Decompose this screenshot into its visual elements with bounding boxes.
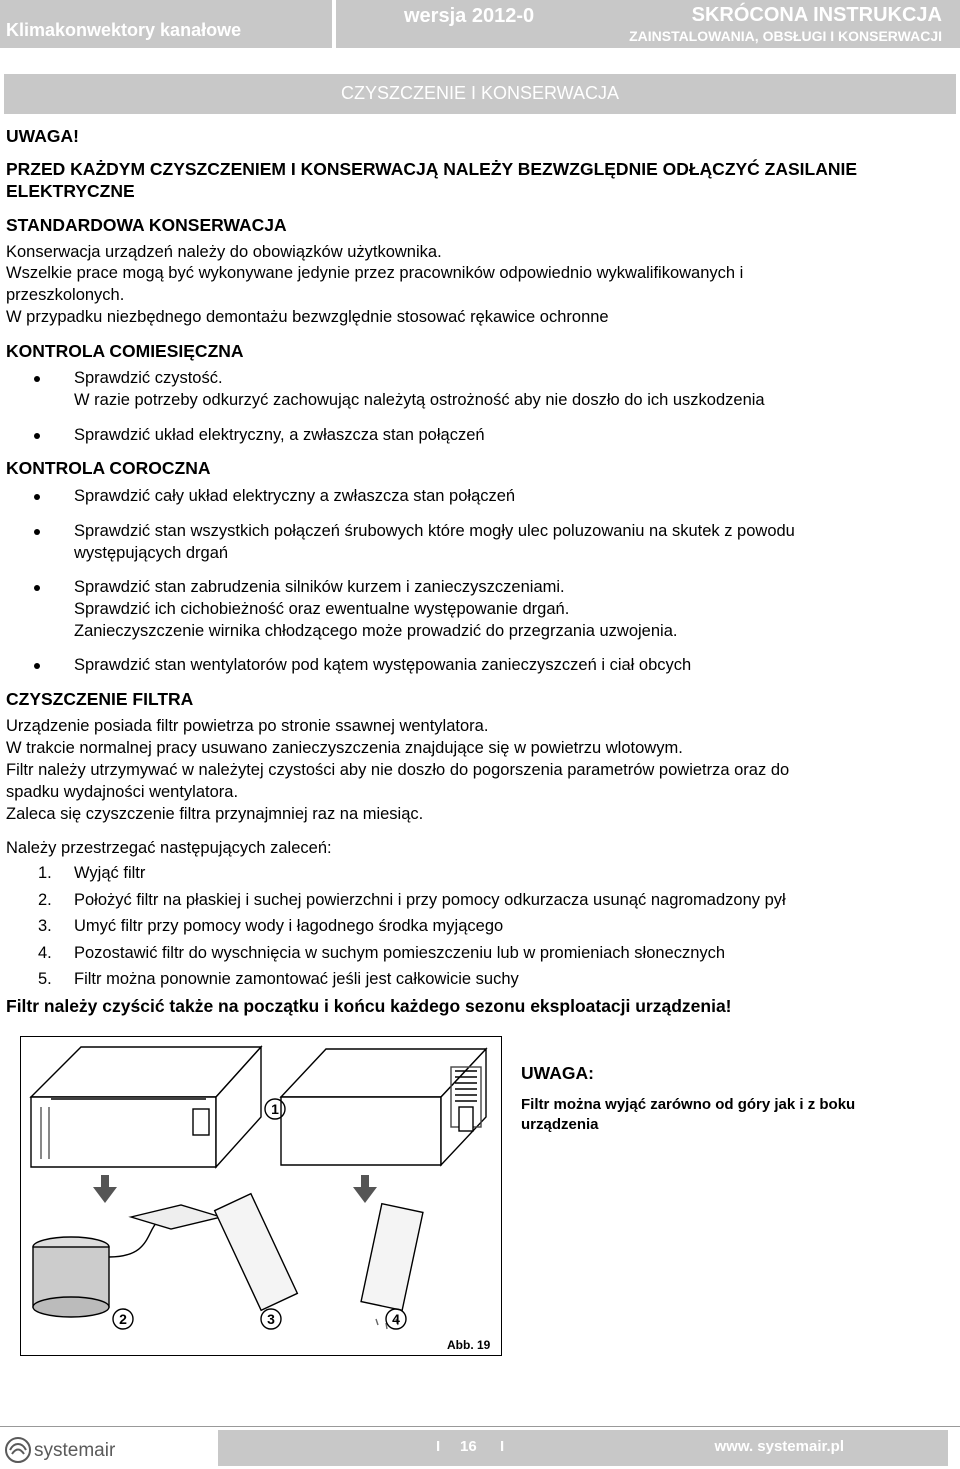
list-item-text: Sprawdzić cały układ elektryczny a zwłaszcza stan połączeń bbox=[74, 487, 516, 505]
list-item-text: Sprawdzić czystość. bbox=[74, 369, 223, 387]
filter-paragraph-3-line1: Filtr należy utrzymywać w należytej czystości aby nie doszło do pogorszenia parametrów powietrza oraz do bbox=[6, 761, 790, 779]
step-text: Filtr można ponownie zamontować jeśli jest całkowicie suchy bbox=[74, 970, 519, 988]
bullet-icon bbox=[34, 376, 40, 382]
step-number: 2. bbox=[38, 891, 52, 909]
note-text-line2: urządzenia bbox=[521, 1116, 599, 1133]
section-title: CZYSZCZENIE I KONSERWACJA bbox=[340, 83, 620, 103]
list-item-text: Sprawdzić ich cichobieżność oraz ewentualne występowanie drgań. bbox=[74, 600, 570, 618]
step-2-label: 2 bbox=[119, 1311, 127, 1327]
step-1-label: 1 bbox=[271, 1101, 279, 1117]
list-item-text: W razie potrzeby odkurzyć zachowując należytą ostrożność aby nie doszło do ich uszkodzenia bbox=[74, 391, 765, 409]
footer-bar bbox=[218, 1430, 948, 1466]
logo-wordmark: systemair bbox=[34, 1440, 116, 1461]
step-4-label: 4 bbox=[392, 1311, 400, 1327]
step-3-label: 3 bbox=[267, 1311, 275, 1327]
filter-removal-illustration bbox=[21, 1037, 501, 1355]
website-link[interactable]: www. systemair.pl bbox=[714, 1438, 844, 1455]
warning-label: UWAGA! bbox=[6, 126, 79, 146]
warning-text-line2: ELEKTRYCZNE bbox=[6, 181, 135, 201]
figure-caption: Abb. 19 bbox=[447, 1338, 491, 1352]
step-number: 3. bbox=[38, 917, 52, 935]
bullet-icon bbox=[34, 585, 40, 591]
systemair-logo bbox=[4, 1434, 122, 1466]
step-number: 1. bbox=[38, 864, 52, 882]
standard-line2: Wszelkie prace mogą być wykonywane jedynie przez pracowników odpowiednio wykwalifikowanych i bbox=[6, 264, 744, 282]
version-label: wersja 2012-0 bbox=[404, 5, 535, 27]
manual-subtitle: ZAINSTALOWANIA, OBSŁUGI I KONSERWACJI bbox=[629, 28, 942, 44]
header-left-bar bbox=[0, 0, 332, 48]
footer-divider bbox=[0, 1426, 960, 1427]
standard-line1: Konserwacja urządzeń należy do obowiązków użytkownika. bbox=[6, 243, 442, 261]
filter-heading: CZYSZCZENIE FILTRA bbox=[6, 689, 194, 709]
filter-paragraph-2: W trakcie normalnej pracy usuwano zanieczyszczenia znajdujące się w powietrzu wlotowym. bbox=[6, 739, 683, 757]
standard-line3: przeszkolonych. bbox=[6, 286, 125, 304]
step-number: 4. bbox=[38, 944, 52, 962]
warning-text-line1: PRZED KAŻDYM CZYSZCZENIEM I KONSERWACJĄ NALEŻY BEZWZGLĘDNIE ODŁĄCZYĆ ZASILANIE bbox=[6, 159, 858, 179]
bullet-icon bbox=[34, 663, 40, 669]
document-title: Klimakonwektory kanałowe bbox=[6, 20, 242, 40]
list-item-text: Zanieczyszczenie wirnika chłodzącego może prowadzić do przegrzania uzwojenia. bbox=[74, 622, 678, 640]
filter-paragraph-3-line2: spadku wydajności wentylatora. bbox=[6, 783, 239, 801]
list-item-text: Sprawdzić układ elektryczny, a zwłaszcza stan połączeń bbox=[74, 426, 485, 444]
step-text: Pozostawić filtr do wyschnięcia w suchym pomieszczeniu lub w promieniach słonecznych bbox=[74, 944, 726, 962]
section-title-bar bbox=[4, 74, 956, 114]
filter-intro: Należy przestrzegać następujących zaleceń: bbox=[6, 839, 332, 857]
list-item-text: występujących drgań bbox=[74, 544, 229, 562]
list-item-text: Sprawdzić stan wentylatorów pod kątem występowania zanieczyszczeń i ciał obcych bbox=[74, 656, 692, 674]
step-text: Umyć filtr przy pomocy wody i łagodnego środka myjącego bbox=[74, 917, 504, 935]
list-item-text: Sprawdzić stan wszystkich połączeń śrubowych które mogły ulec poluzowaniu na skutek z powodu bbox=[74, 522, 795, 540]
bullet-icon bbox=[34, 494, 40, 500]
monthly-heading: KONTROLA COMIESIĘCZNA bbox=[6, 341, 244, 361]
step-text: Wyjąć filtr bbox=[74, 864, 146, 882]
note-title: UWAGA: bbox=[521, 1063, 594, 1083]
page-separator-left: I bbox=[436, 1438, 441, 1455]
note-text-line1: Filtr można wyjąć zarówno od góry jak i z boku bbox=[521, 1096, 856, 1113]
logo-mark-icon bbox=[4, 1436, 32, 1464]
header-right-bar bbox=[336, 0, 960, 48]
filter-paragraph-4: Zaleca się czyszczenie filtra przynajmniej raz na miesiąc. bbox=[6, 805, 424, 823]
bullet-icon bbox=[34, 529, 40, 535]
list-item-text: Sprawdzić stan zabrudzenia silników kurzem i zanieczyszczeniami. bbox=[74, 578, 565, 596]
filter-final-note: Filtr należy czyścić także na początku i końcu każdego sezonu eksploatacji urządzenia! bbox=[6, 996, 732, 1016]
manual-title: SKRÓCONA INSTRUKCJA bbox=[691, 4, 942, 26]
step-number: 5. bbox=[38, 970, 52, 988]
filter-paragraph-1: Urządzenie posiada filtr powietrza po stronie ssawnej wentylatora. bbox=[6, 717, 489, 735]
filter-removal-figure bbox=[20, 1036, 502, 1356]
page-number: 16 bbox=[460, 1438, 477, 1455]
step-text: Położyć filtr na płaskiej i suchej powierzchni i przy pomocy odkurzacza usunąć nagromadzony pył bbox=[74, 891, 786, 909]
standard-heading: STANDARDOWA KONSERWACJA bbox=[6, 215, 287, 235]
page-separator-right: I bbox=[500, 1438, 505, 1455]
bullet-icon bbox=[34, 433, 40, 439]
yearly-heading: KONTROLA COROCZNA bbox=[6, 458, 211, 478]
standard-line4: W przypadku niezbędnego demontażu bezwzględnie stosować rękawice ochronne bbox=[6, 308, 609, 326]
